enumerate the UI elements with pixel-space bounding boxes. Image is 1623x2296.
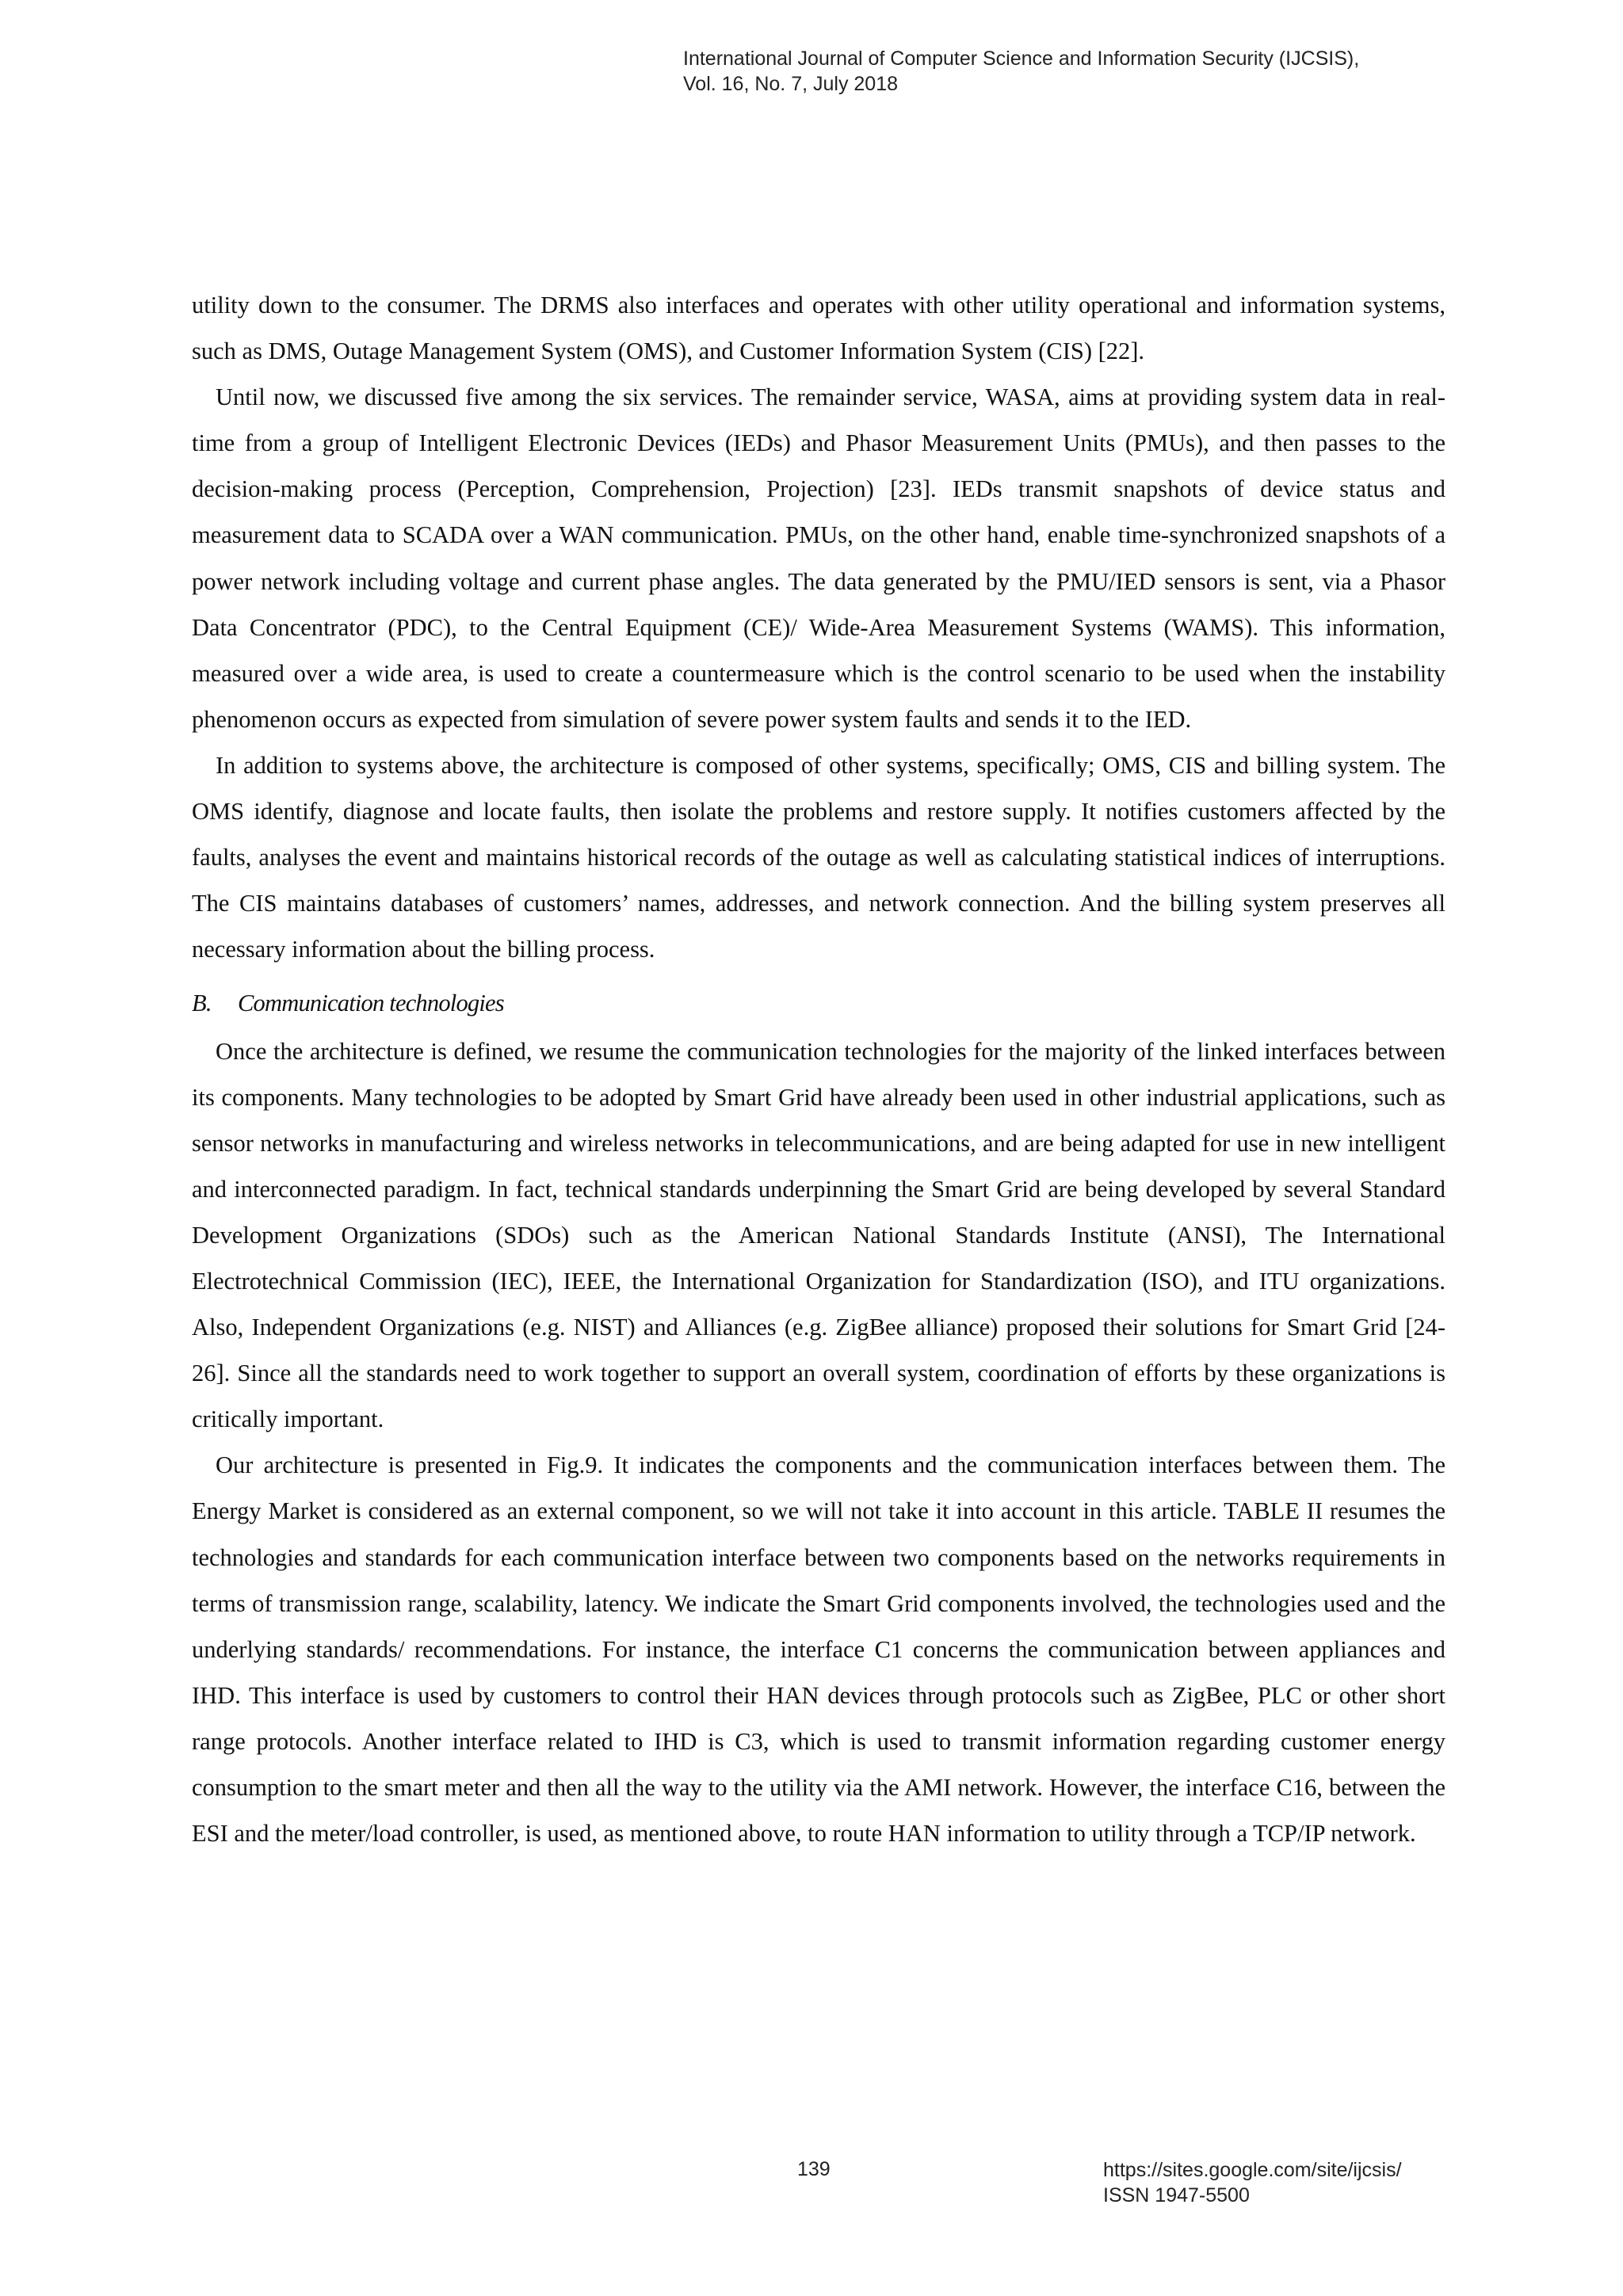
paragraph-communication-technologies: Once the architecture is defined, we resume the communication technologies for the majority of the linked interfaces between its components. Many technologies to be adopted by Smart Grid have already been used in other industrial applications, such as sensor networks in manufacturing and wireless networks in telecommunications, and are being adapted for use in new intelligent and interconnected paradigm. In fact, technical standards underpinning the Smart Grid are being developed by several Standard Development Organizations (SDOs) such as the American National Standards Institute (ANSI), The International Electrotechnical Commission (IEC), IEEE, the International Organization for Standardization (ISO), and ITU organizations. Also, Independent Organizations (e.g. NIST) and Alliances (e.g. ZigBee alliance) proposed their solutions for Smart Grid [24-26]. Since all the standards need to work together to support an overall system, coordination of efforts by these organizations is critically important. xyxy=(192,1037,1445,1433)
journal-issue: Vol. 16, No. 7, July 2018 xyxy=(683,73,899,95)
footer-url: https://sites.google.com/site/ijcsis/ xyxy=(1103,2159,1402,2181)
paragraph-other-systems: In addition to systems above, the architecture is composed of other systems, specifically; OMS, CIS and billing system. The OMS identify, diagnose and locate faults, then isolate the problems and restore supply. It notifies customers affected by the faults, analyses the event and maintains historical records of the outage as well as calculating statistical indices of interruptions. The CIS maintains databases of customers’ names, addresses, and network connection. And the billing system preserves all necessary information about the billing process. xyxy=(192,751,1445,963)
journal-header xyxy=(683,46,1359,97)
paragraph-wasa: Until now, we discussed five among the six services. The remainder service, WASA, aims at providing system data in real-time from a group of Intelligent Electronic Devices (IEDs) and Phasor Measurement Units (PMUs), and then passes to the decision-making process (Perception, Comprehension, Projection) [23]. IEDs transmit snapshots of device status and measurement data to SCADA over a WAN communication. PMUs, on the other hand, enable time-synchronized snapshots of a power network including voltage and current phase angles. The data generated by the PMU/IED sensors is sent, via a Phasor Data Concentrator (PDC), to the Central Equipment (CE)/ Wide-Area Measurement Systems (WAMS). This information, measured over a wide area, is used to create a countermeasure which is the control scenario to be used when the instability phenomenon occurs as expected from simulation of severe power system faults and sends it to the IED. xyxy=(192,383,1445,733)
paragraph-architecture: Our architecture is presented in Fig.9. It indicates the components and the communication interfaces between them. The Energy Market is considered as an external component, so we will not take it into account in this article. TABLE II resumes the technologies and standards for each communication interface between two components based on the networks requirements in terms of transmission range, scalability, latency. We indicate the Smart Grid components involved, the technologies used and the underlying standards/ recommendations. For instance, the interface C1 concerns the communication between appliances and IHD. This interface is used by customers to control their HAN devices through protocols such as ZigBee, PLC or other short range protocols. Another interface related to IHD is C3, which is used to transmit information regarding customer energy consumption to the smart meter and then all the way to the utility via the AMI network. However, the interface C16, between the ESI and the meter/load controller, is used, as mentioned above, to route HAN information to utility through a TCP/IP network. xyxy=(192,1451,1445,1848)
article-body xyxy=(192,282,1445,1856)
section-number: B. xyxy=(192,990,212,1017)
journal-title: International Journal of Computer Science and Information Security (IJCSIS), xyxy=(683,48,1360,70)
footer-issn: ISSN 1947-5500 xyxy=(1103,2184,1250,2206)
section-title: Communication technologies xyxy=(238,990,504,1017)
footer-info xyxy=(1103,2157,1402,2208)
page-number: 139 xyxy=(797,2158,831,2180)
section-heading xyxy=(192,980,1445,1026)
paragraph-drms: utility down to the consumer. The DRMS also interfaces and operates with other utility operational and information systems, such as DMS, Outage Management System (OMS), and Customer Information System (CIS) [22]. xyxy=(192,292,1445,365)
